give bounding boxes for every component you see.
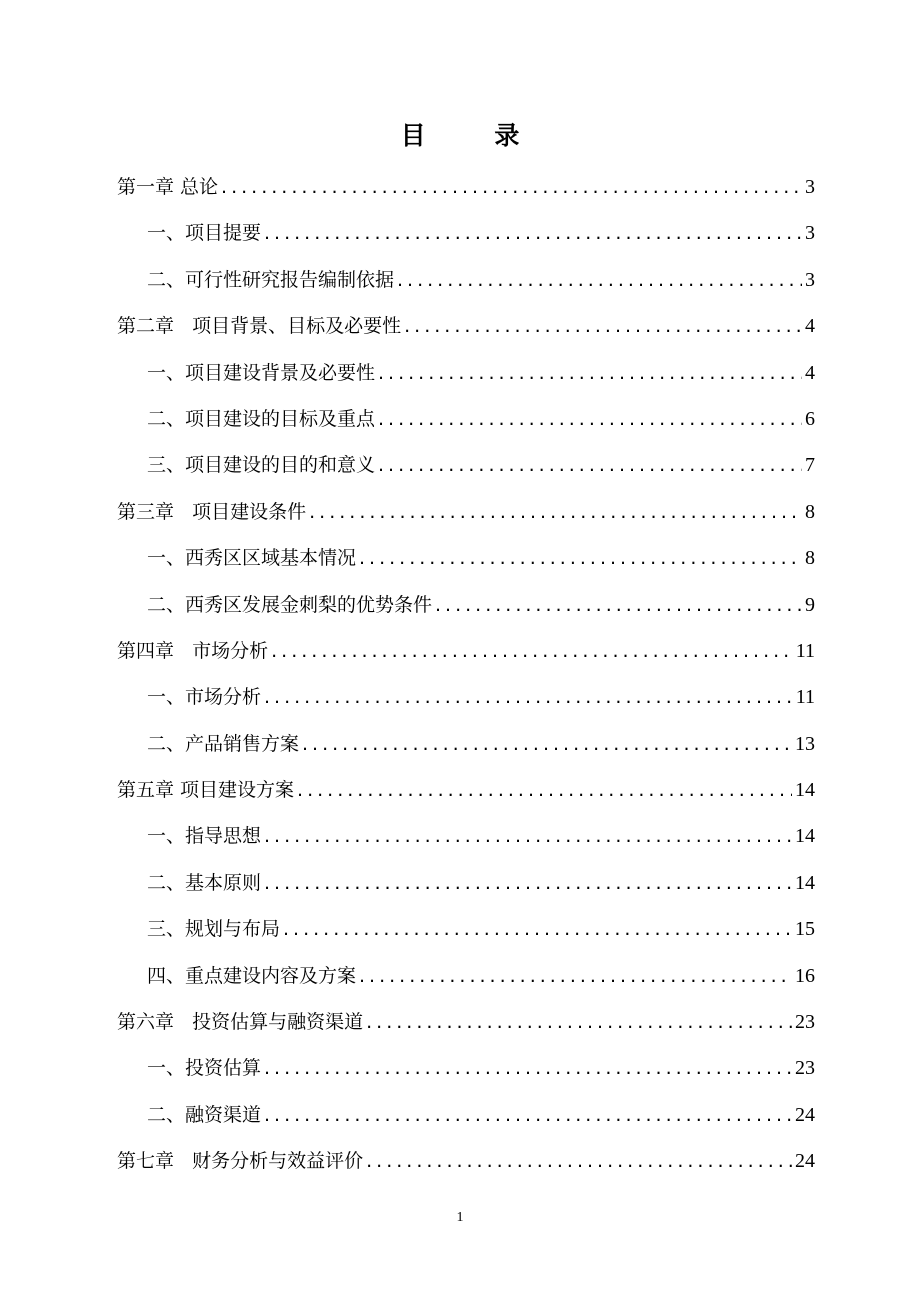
toc-entry-page: 14 [795,825,815,848]
dot-leader [283,910,792,948]
toc-entry-label: 第一章 总论 [117,176,219,198]
toc-entry-label: 一、西秀区区域基本情况 [147,547,357,570]
toc-entry-label: 一、投资估算 [147,1057,262,1080]
toc-entry-label: 二、项目建设的目标及重点 [147,407,376,430]
toc-entry-label: 第七章 财务分析与效益评价 [117,1150,364,1173]
toc-section-entry[interactable] [117,910,815,956]
toc-entry-page: 3 [805,176,815,198]
toc-entry-page: 24 [795,1150,815,1173]
toc-entry-label: 二、产品销售方案 [147,732,300,755]
toc-entry-label: 二、可行性研究报告编制依据 [147,268,395,291]
toc-entry-page: 3 [805,222,815,245]
toc-chapter-entry[interactable] [117,632,815,678]
dot-leader [271,632,793,670]
dot-leader [404,307,802,345]
toc-entry-label: 一、项目建设背景及必要性 [147,361,376,384]
toc-entry-label: 第三章 项目建设条件 [117,500,307,523]
dot-leader [297,771,792,809]
toc-entry-page: 8 [805,547,815,570]
toc-section-entry[interactable] [117,817,815,863]
toc-entry-label: 第四章 市场分析 [117,639,269,662]
toc-entry-label: 第五章 项目建设方案 [117,779,295,802]
toc-section-entry[interactable] [117,354,815,400]
toc-entry-label: 二、融资渠道 [147,1103,262,1126]
dot-leader [221,168,802,206]
toc-entry-page: 24 [795,1103,815,1126]
toc-entry-label: 三、项目建设的目的和意义 [147,454,376,477]
toc-section-entry[interactable] [117,261,815,307]
toc-chapter-entry[interactable] [117,493,815,539]
dot-leader [302,725,792,763]
toc-chapter-entry[interactable] [117,1003,815,1049]
toc-entry-page: 11 [795,639,815,662]
table-of-contents [117,168,815,1189]
dot-leader [359,957,792,995]
toc-section-entry[interactable] [117,957,815,1003]
toc-section-entry[interactable] [117,864,815,910]
toc-entry-page: 4 [805,315,815,338]
toc-entry-label: 三、规划与布局 [147,918,281,941]
toc-entry-page: 11 [795,686,815,709]
toc-entry-page: 23 [795,1057,815,1080]
toc-entry-page: 14 [795,871,815,894]
toc-chapter-entry[interactable] [117,1142,815,1188]
toc-section-entry[interactable] [117,725,815,771]
dot-leader [359,539,802,577]
toc-section-entry[interactable] [117,678,815,724]
toc-entry-page: 3 [805,268,815,291]
dot-leader [264,214,802,252]
dot-leader [366,1142,792,1180]
page-number: 1 [456,1210,464,1225]
toc-entry-page: 23 [795,1011,815,1034]
toc-entry-label: 一、指导思想 [147,825,262,848]
toc-chapter-entry[interactable] [117,168,815,214]
dot-leader [309,493,802,531]
dot-leader [378,354,802,392]
toc-section-entry[interactable] [117,586,815,632]
toc-entry-label: 一、项目提要 [147,222,262,245]
toc-entry-page: 9 [805,593,815,616]
toc-entry-page: 6 [805,407,815,430]
toc-section-entry[interactable] [117,1096,815,1142]
dot-leader [378,446,802,484]
toc-chapter-entry[interactable] [117,771,815,817]
dot-leader [264,1096,792,1134]
dot-leader [264,864,792,902]
toc-entry-label: 二、西秀区发展金刺梨的优势条件 [147,593,433,616]
toc-section-entry[interactable] [117,446,815,492]
toc-chapter-entry[interactable] [117,307,815,353]
toc-entry-label: 第二章 项目背景、目标及必要性 [117,315,402,338]
toc-section-entry[interactable] [117,1049,815,1095]
toc-section-entry[interactable] [117,214,815,260]
toc-entry-label: 二、基本原则 [147,871,262,894]
toc-entry-label: 第六章 投资估算与融资渠道 [117,1011,364,1034]
toc-section-entry[interactable] [117,539,815,585]
toc-entry-page: 16 [795,964,815,987]
dot-leader [366,1003,792,1041]
page-title: 目 录 [400,121,550,150]
toc-entry-page: 15 [795,918,815,941]
toc-entry-label: 四、重点建设内容及方案 [147,964,357,987]
dot-leader [397,261,802,299]
toc-entry-page: 8 [805,500,815,523]
dot-leader [264,1049,792,1087]
toc-entry-page: 7 [805,454,815,477]
dot-leader [378,400,802,438]
toc-entry-page: 14 [795,779,815,802]
toc-entry-label: 一、市场分析 [147,686,262,709]
dot-leader [264,817,792,855]
dot-leader [264,678,793,716]
toc-section-entry[interactable] [117,400,815,446]
toc-entry-page: 4 [805,361,815,384]
dot-leader [435,586,802,624]
toc-entry-page: 13 [795,732,815,755]
